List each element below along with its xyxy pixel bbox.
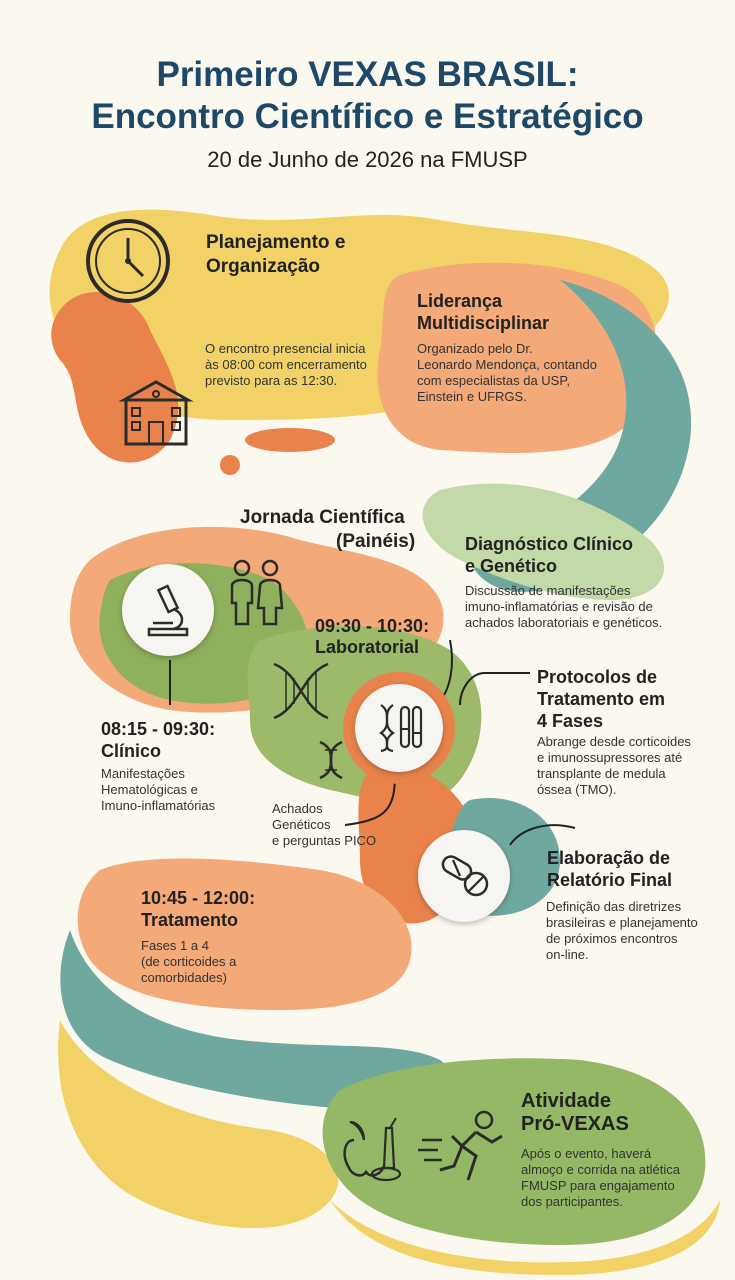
dna-small-icon — [316, 740, 346, 780]
diagnostico-title-2: e Genético — [465, 556, 558, 576]
orange-drop — [245, 428, 335, 452]
lideranca-body-4: Einstein e UFRGS. — [417, 389, 527, 404]
lideranca-body-1: Organizado pelo Dr. — [417, 341, 533, 356]
protocolos-title-2: Tratamento em — [537, 689, 666, 709]
atividade-body-2: almoço e corrida na atlética — [521, 1162, 680, 1177]
lideranca-title-1: Liderança — [417, 291, 503, 311]
relatorio-title-2: Relatório Final — [547, 870, 673, 890]
clinico-title-2: Clínico — [101, 741, 162, 761]
planejamento-title-1: Planejamento e — [206, 232, 346, 253]
planejamento-title-2: Organização — [206, 256, 321, 277]
relatorio-body-3: de próximos encontros — [546, 931, 678, 946]
clinico-body-3: Imuno-inflamatórias — [101, 798, 216, 813]
lideranca-body-2: Leonardo Mendonça, contando — [417, 357, 597, 372]
protocolos-body-2: e imunossupressores até — [537, 750, 683, 765]
food-icon — [340, 1116, 410, 1182]
clinico-title-1: 08:15 - 09:30: — [101, 719, 216, 739]
jornada-title-2: (Painéis) — [336, 531, 416, 552]
clock-icon — [85, 218, 171, 304]
people-icon — [226, 558, 286, 628]
lideranca-body-3: com especialistas da USP, — [417, 373, 570, 388]
relatorio-body-4: on-line. — [546, 947, 589, 962]
relatorio-title-1: Elaboração de — [547, 848, 671, 868]
laboratorial-title-1: 09:30 - 10:30: — [315, 616, 430, 636]
protocolos-body-4: óssea (TMO). — [537, 782, 617, 797]
test-tubes-icon — [377, 703, 423, 753]
microscope-icon — [143, 583, 193, 637]
relatorio-body-1: Definição das diretrizes — [546, 899, 682, 914]
planejamento-body-3: previsto para as 12:30. — [205, 373, 338, 388]
event-date: 20 de Junho de 2026 na FMUSP — [207, 147, 528, 172]
diagnostico-body-3: achados laboratoriais e genéticos. — [465, 615, 663, 630]
achados-line-2: Genéticos — [272, 817, 331, 832]
atividade-body-3: FMUSP para engajamento — [521, 1178, 675, 1193]
diagnostico-title-1: Diagnóstico Clínico — [465, 534, 634, 554]
protocolos-title-3: 4 Fases — [537, 711, 604, 731]
atividade-body-4: dos participantes. — [521, 1194, 623, 1209]
tratamento-body-2: (de corticoides a — [141, 954, 237, 969]
atividade-body-1: Após o evento, haverá — [521, 1146, 652, 1161]
title-line-1: Primeiro VEXAS BRASIL: — [156, 55, 579, 94]
clinico-body-2: Hematológicas e — [101, 782, 198, 797]
tratamento-body-1: Fases 1 a 4 — [141, 938, 209, 953]
atividade-title-2: Pró-VEXAS — [521, 1113, 629, 1135]
diagnostico-body-2: imuno-inflamatórias e revisão de — [465, 599, 653, 614]
planejamento-body-1: O encontro presencial inicia — [205, 341, 366, 356]
building-icon — [118, 378, 194, 448]
orange-blob-lower-left — [78, 858, 412, 1010]
tratamento-title-2: Tratamento — [141, 910, 239, 930]
planejamento-body-2: às 08:00 com encerramento — [205, 357, 367, 372]
diagnostico-body-1: Discussão de manifestações — [465, 583, 631, 598]
lideranca-title-2: Multidisciplinar — [417, 313, 550, 333]
achados-line-1: Achados — [272, 801, 323, 816]
dna-icon — [270, 660, 332, 722]
clinico-body-1: Manifestações — [101, 766, 185, 781]
laboratorial-title-2: Laboratorial — [315, 637, 420, 657]
runner-icon — [418, 1110, 510, 1188]
protocolos-body-3: transplante de medula — [537, 766, 666, 781]
protocolos-title-1: Protocolos de — [537, 667, 658, 687]
relatorio-body-2: brasileiras e planejamento — [546, 915, 698, 930]
jornada-title-1: Jornada Científica — [240, 507, 405, 528]
title-line-2: Encontro Científico e Estratégico — [91, 97, 644, 136]
atividade-title-1: Atividade — [521, 1090, 612, 1112]
orange-dot — [220, 455, 240, 475]
tratamento-body-3: comorbidades) — [141, 970, 227, 985]
achados-line-3: e perguntas PICO — [272, 833, 377, 848]
pills-icon — [438, 848, 492, 902]
tratamento-title-1: 10:45 - 12:00: — [141, 888, 256, 908]
protocolos-body-1: Abrange desde corticoides — [537, 734, 691, 749]
